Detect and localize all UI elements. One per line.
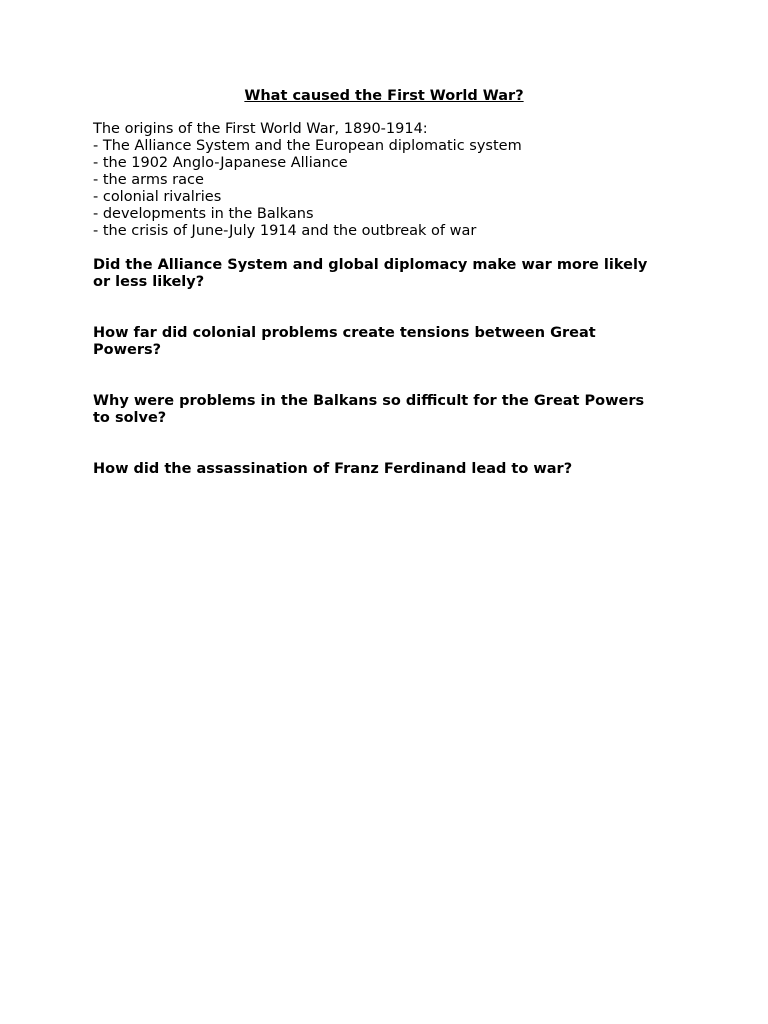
document-title: What caused the First World War? [244, 88, 524, 104]
origins-intro: The origins of the First World War, 1890-1914: [93, 121, 428, 137]
question-assassination: How did the assassination of Franz Ferdinand lead to war? [93, 461, 573, 477]
list-item: - the crisis of June-July 1914 and the outbreak of war [93, 223, 477, 239]
list-item: - colonial rivalries [93, 189, 222, 205]
list-item: - The Alliance System and the European diplomatic system [93, 138, 522, 154]
question-colonial-problems: How far did colonial problems create tensions between Great Powers? [93, 325, 596, 358]
list-item: - the 1902 Anglo-Japanese Alliance [93, 155, 348, 171]
list-item: - the arms race [93, 172, 204, 188]
list-item: - developments in the Balkans [93, 206, 314, 222]
question-alliance-system: Did the Alliance System and global diplomacy make war more likely or less likely? [93, 257, 648, 290]
origins-list [93, 138, 653, 240]
question-balkans: Why were problems in the Balkans so difficult for the Great Powers to solve? [93, 393, 645, 426]
document-body [93, 121, 653, 478]
